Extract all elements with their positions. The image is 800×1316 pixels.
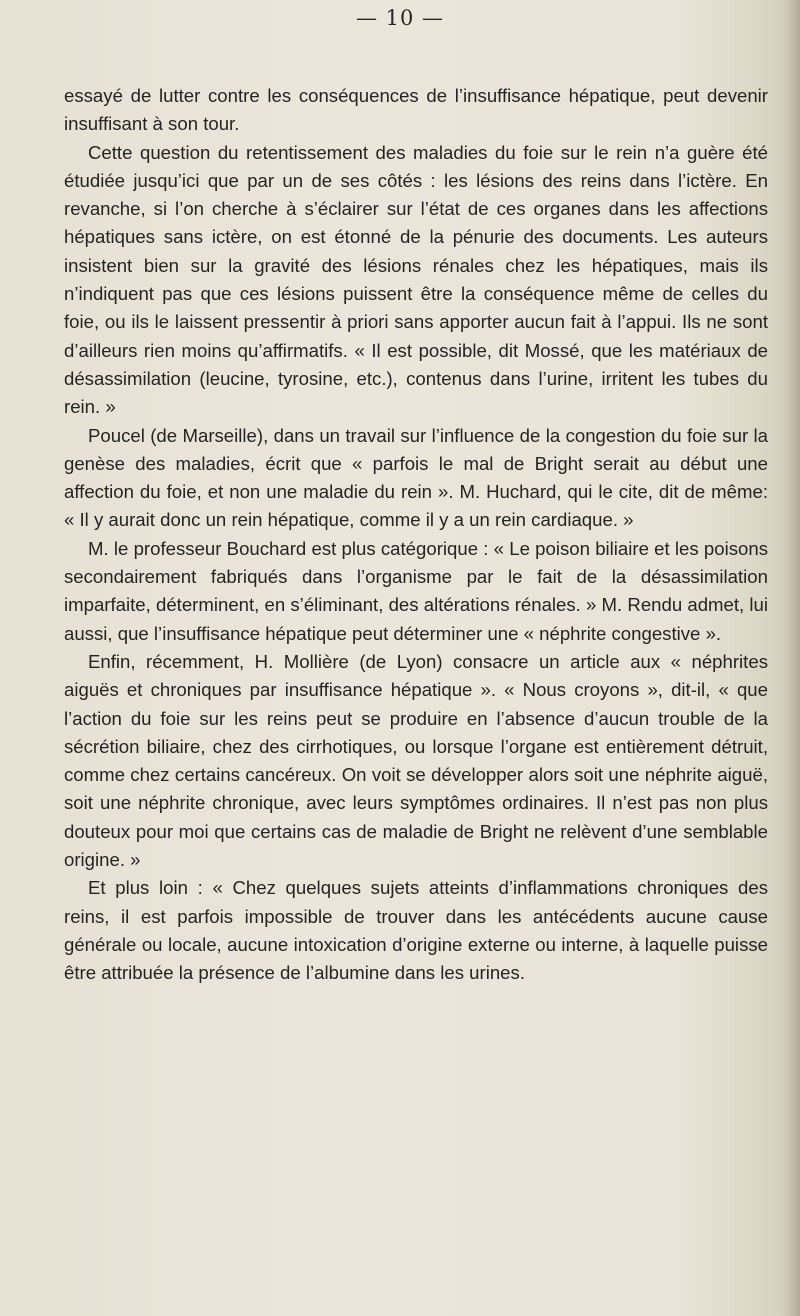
paragraph: Enfin, récemment, H. Mollière (de Lyon) consacre un article aux « néphrites aiguës et chroniques par insuffisance hépatique ». « Nous croyons », dit-il, « que l’action du foie sur les reins peut se produire en l’absence d’aucun trouble de la sécrétion biliaire, chez des cirrhotiques, ou lorsque l’organe est entièrement détruit, comme chez certains cancéreux. On voit se développer alors soit une néphrite aiguë, soit une néphrite chronique, avec leurs symptômes ordinaires. Il n’est pas non plus douteux pour moi que certains cas de maladie de Bright ne relèvent d’une semblable origine. »: [64, 650, 768, 871]
paragraph: Et plus loin : « Chez quelques sujets atteints d’inflammations chroniques des reins, il est parfois impossible de trouver dans les antécédents aucune cause générale ou locale, aucune intoxication d’origine externe ou interne, à laquelle puisse être attribuée la présence de l’albumine dans les urines.: [64, 877, 768, 984]
paragraph: M. le professeur Bouchard est plus catégorique : « Le poison biliaire et les poisons secondairement fabriqués dans l’organisme par le fait de la désassimilation imparfaite, déterminent, en s’éliminant, des altérations rénales. » M. Rendu admet, lui aussi, que l’insuffisance hépatique peut déterminer une « néphrite congestive ».: [64, 537, 768, 644]
body-text: [64, 82, 768, 988]
page-edge-shadow: [786, 0, 800, 1316]
paragraph: essayé de lutter contre les conséquences de l’insuffisance hépatique, peut devenir insuffisant à son tour.: [64, 85, 768, 135]
paragraph: Poucel (de Marseille), dans un travail sur l’influence de la congestion du foie sur la genèse des maladies, écrit que « parfois le mal de Bright serait au début une affection du foie, et non une maladie du rein ». M. Huchard, qui le cite, dit de même: « Il y aurait donc un rein hépatique, comme il y a un rein cardiaque. »: [64, 424, 768, 531]
page-number: — 10 —: [355, 6, 445, 30]
paragraph: Cette question du retentissement des maladies du foie sur le rein n’a guère été étudiée jusqu’ici que par un de ses côtés : les lésions des reins dans l’ictère. En revanche, si l’on cherche à s’éclairer sur l’état de ces organes dans les affections hépatiques sans ictère, on est étonné de la pénurie des documents. Les auteurs insistent bien sur la gravité des lésions rénales chez les hépatiques, mais ils n’indiquent pas que ces lésions puissent être la conséquence même de celles du foie, ou ils le laissent pressentir à priori sans apporter aucun fait à l’appui. Ils ne sont d’ailleurs rien moins qu’affirmatifs. « Il est possible, dit Mossé, que les matériaux de désassimilation (leucine, tyrosine, etc.), contenus dans l’urine, irritent les tubes du rein. »: [64, 141, 768, 418]
